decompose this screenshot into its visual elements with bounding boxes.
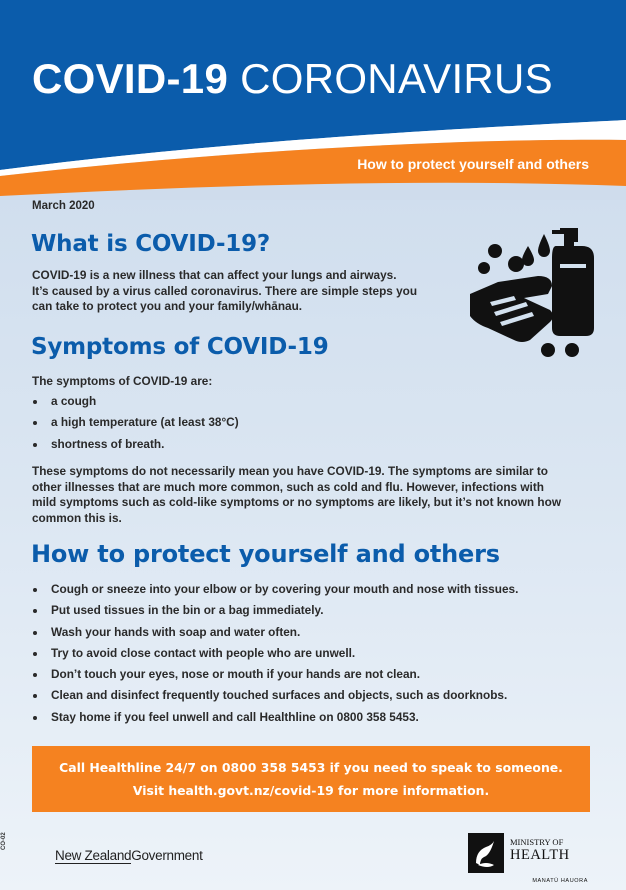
publication-date: March 2020 xyxy=(32,200,95,212)
moh-logo-icon xyxy=(468,833,504,873)
healthline-callout xyxy=(32,746,590,812)
nz-government-logo xyxy=(55,848,203,863)
symptoms-intro: The symptoms of COVID-19 are: xyxy=(32,374,213,388)
symptom-list xyxy=(32,394,239,458)
moh-line-2: HEALTH xyxy=(510,847,570,863)
govt-text-1: New Zealand xyxy=(55,848,132,863)
symptoms-note xyxy=(32,464,592,526)
list-item: Clean and disinfect frequently touched surfaces and objects, such as doorknobs. xyxy=(32,688,518,709)
header-tagline: How to protect yourself and others xyxy=(357,156,589,172)
hand-washing-icon xyxy=(468,224,596,360)
list-item: Cough or sneeze into your elbow or by covering your mouth and nose with tissues. xyxy=(32,582,518,603)
what-line-2: It’s caused by a virus called coronavirus. There are simple steps you xyxy=(32,283,418,298)
ministry-of-health-logo xyxy=(468,833,588,883)
list-item: Don’t touch your eyes, nose or mouth if your hands are not clean. xyxy=(32,667,518,688)
note-line-3: mild symptoms such as cold-like symptoms or no symptoms are likely, but it’s not known how xyxy=(32,495,561,510)
what-is-covid-text xyxy=(32,268,432,315)
list-item: Put used tissues in the bin or a bag immediately. xyxy=(32,603,518,624)
moh-line-3: MANATŪ HAUORA xyxy=(532,878,588,884)
list-item: Wash your hands with soap and water often. xyxy=(32,625,518,646)
moh-line-1: MINISTRY OF xyxy=(510,837,564,847)
list-item: a high temperature (at least 38°C) xyxy=(32,415,239,436)
note-line-4: common this is. xyxy=(32,510,122,525)
protect-list xyxy=(32,582,518,731)
heading-how-to-protect: How to protect yourself and others xyxy=(31,540,500,568)
list-item: a cough xyxy=(32,394,239,415)
callout-line-1: Call Healthline 24/7 on 0800 358 5453 if you need to speak to someone. xyxy=(59,760,563,775)
note-line-1: These symptoms do not necessarily mean you have COVID-19. The symptoms are similar to xyxy=(32,464,548,478)
note-line-2: other illnesses that are much more common, such as cold and flu. However, infections with xyxy=(32,479,544,494)
list-item: Stay home if you feel unwell and call Healthline on 0800 358 5453. xyxy=(32,710,518,731)
title-bold: COVID-19 xyxy=(32,55,229,102)
heading-what-is-covid: What is COVID-19? xyxy=(31,231,271,257)
header-banner xyxy=(0,0,626,200)
heading-symptoms: Symptoms of COVID-19 xyxy=(31,334,329,360)
callout-line-2: Visit health.govt.nz/covid-19 for more information. xyxy=(132,783,490,798)
list-item: Try to avoid close contact with people who are unwell. xyxy=(32,646,518,667)
page-title xyxy=(32,56,553,102)
govt-text-2: Government xyxy=(131,848,203,863)
list-item: shortness of breath. xyxy=(32,437,239,458)
document-code: CO-02 xyxy=(1,832,7,850)
what-line-3: can take to protect you and your family/whānau. xyxy=(32,299,303,314)
what-line-1: COVID-19 is a new illness that can affect your lungs and airways. xyxy=(32,268,397,282)
title-light: CORONAVIRUS xyxy=(240,55,553,102)
